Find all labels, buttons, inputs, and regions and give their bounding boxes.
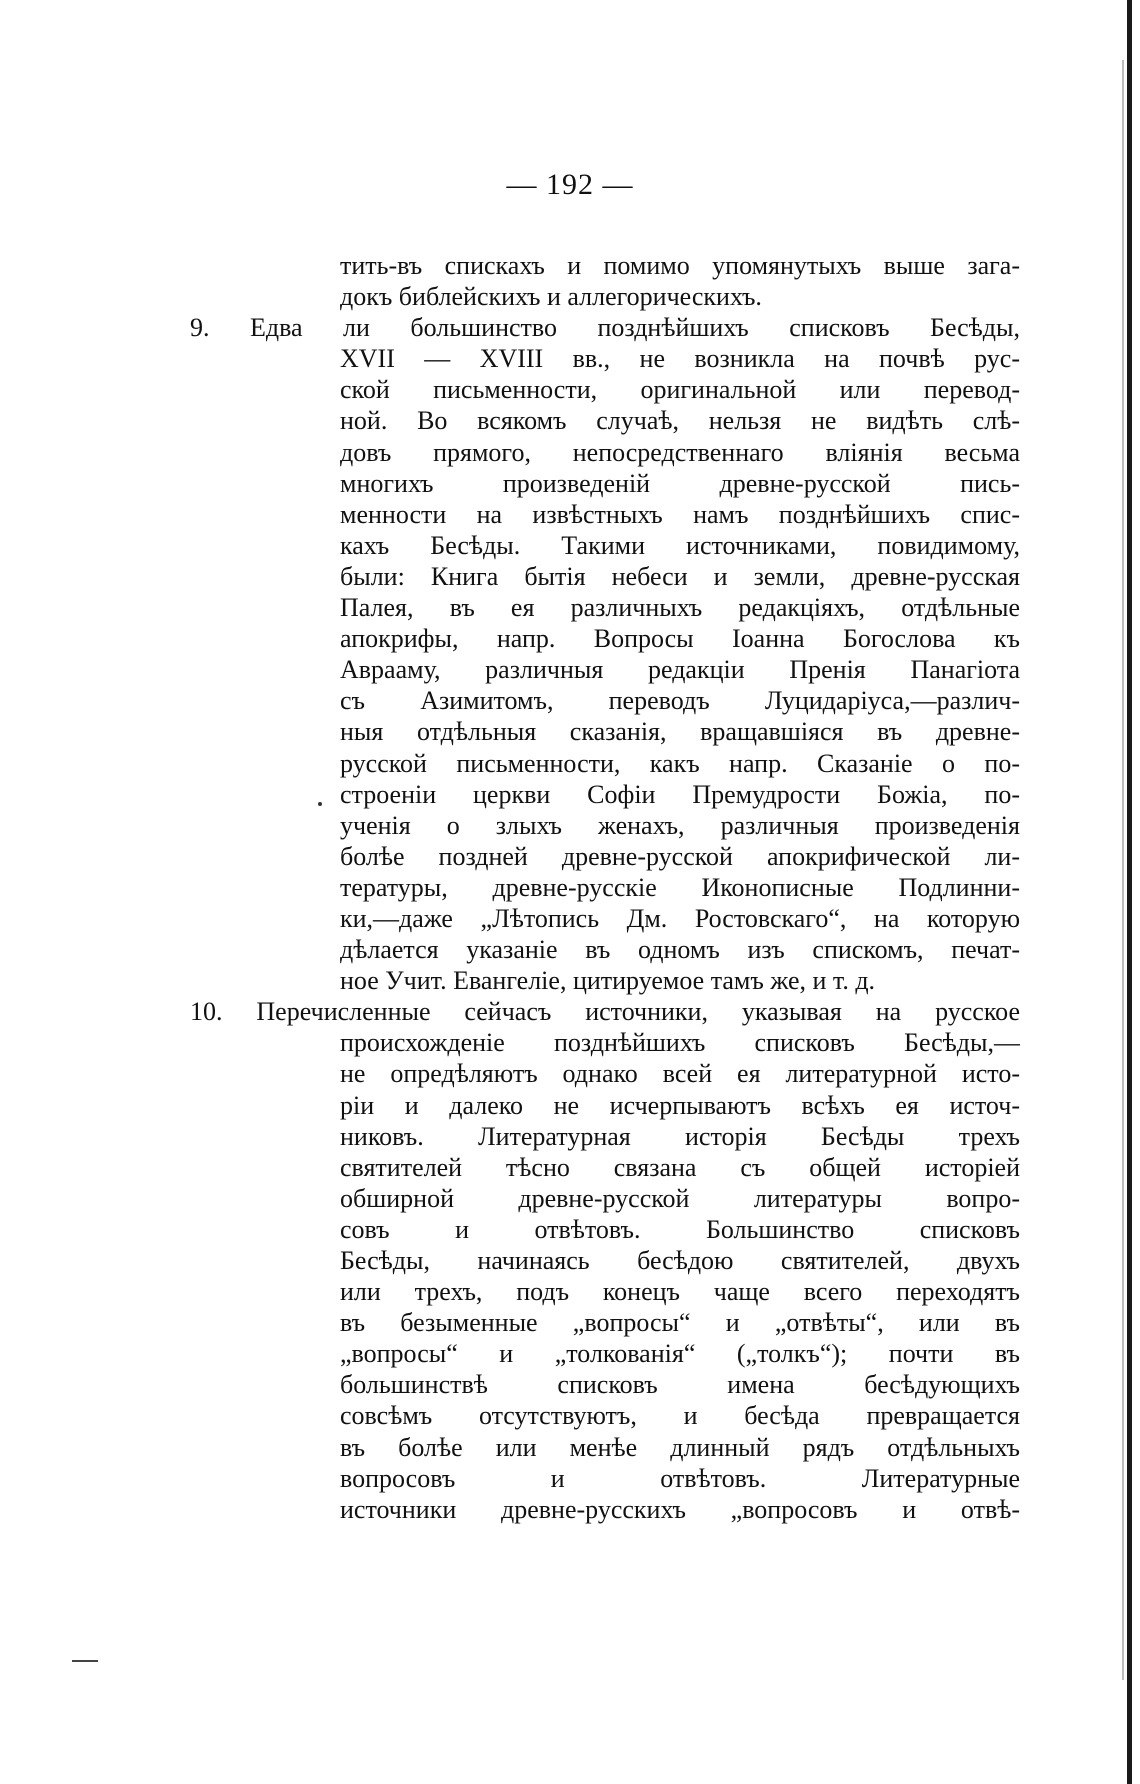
text-line: Аврааму, различныя редакціи Пренія Панагіота [340, 655, 1020, 685]
text-line: совъ и отвѣтовъ. Большинство списковъ [340, 1214, 1020, 1244]
margin-mark [318, 802, 322, 806]
text-line: Бесѣды, начинаясь бесѣдою святителей, двухъ [340, 1246, 1020, 1275]
text-line: тературы, древне-русскіе Иконописные Подлинни- [340, 872, 1020, 902]
text-line: ки,—даже „Лѣтопись Дм. Ростовскаго“, на которую [340, 903, 1020, 933]
text-line: святителей тѣсно связана съ общей исторіей [340, 1152, 1020, 1182]
body-text [190, 250, 1020, 1525]
text-line: апокрифы, напр. Вопросы Іоанна Богослова къ [340, 624, 1020, 654]
text-line: „вопросы“ и „толкованія“ („толкъ“); почти въ [340, 1339, 1020, 1369]
text-line: были: Книга бытія небеси и земли, древне-русская [340, 561, 1020, 591]
text-line: ное Учит. Евангеліе, цитируемое тамъ же, и т. д. [340, 966, 876, 996]
text-line: менности на извѣстныхъ намъ позднѣйшихъ спис- [340, 499, 1020, 529]
text-line: въ безыменные „вопросы“ и „отвѣты“, или въ [340, 1308, 1020, 1338]
text-line: ской письменности, оригинальной или перевод- [340, 375, 1020, 405]
page-edge-rule [1127, 0, 1132, 1784]
text-line: происхожденіе позднѣйшихъ списковъ Бесѣды,— [340, 1028, 1020, 1058]
text-line: съ Азимитомъ, переводъ Луцидаріуса,—различ- [340, 686, 1020, 716]
text-line: не опредѣляютъ однако всей ея литературной исто- [340, 1059, 1020, 1089]
text-line: многихъ произведеній древне-русской пись- [340, 468, 1020, 498]
text-line: XVII — XVIII вв., не возникла на почвѣ рус- [340, 344, 1020, 374]
text-line: кахъ Бесѣды. Такими источниками, повидимому, [340, 530, 1020, 560]
text-line: ученія о злыхъ женахъ, различныя произведенія [340, 810, 1020, 840]
text-line: источники древне-русскихъ „вопросовъ и отвѣ- [340, 1494, 1020, 1524]
text-line: обширной древне-русской литературы вопро- [340, 1183, 1020, 1213]
text-line: въ болѣе или менѣе длинный рядъ отдѣльныхъ [340, 1432, 1020, 1462]
text-line: вопросовъ и отвѣтовъ. Литературные [340, 1463, 1020, 1493]
text-line: ныя отдѣльныя сказанія, вращавшіяся въ древне- [340, 717, 1020, 747]
text-line: болѣе поздней древне-русской апокрифической ли- [340, 841, 1020, 871]
text-line: тить-въ спискахъ и помимо упомянутыхъ выше зага- [340, 251, 1020, 280]
text-line: строеніи церкви Софіи Премудрости Божіа, по- [340, 779, 1020, 809]
text-line: довъ прямого, непосредственнаго вліянія весьма [340, 437, 1020, 467]
text-line: или трехъ, подъ конецъ чаще всего переходятъ [340, 1277, 1020, 1307]
text-line: никовъ. Литературная исторія Бесѣды трехъ [340, 1121, 1020, 1151]
text-line-numbered: 10. Перечисленные сейчасъ источники, указывая на русское [190, 997, 1020, 1027]
text-line: русской письменности, какъ напр. Сказаніе о по- [340, 748, 1020, 778]
text-line: ріи и далеко не исчерпываютъ всѣхъ ея источ- [340, 1090, 1020, 1120]
bottom-margin-dash [72, 1660, 98, 1662]
text-line: ной. Во всякомъ случаѣ, нельзя не видѣть слѣ- [340, 406, 1020, 436]
page-edge-shadow [1122, 60, 1124, 1680]
text-line: дѣлается указаніе въ одномъ изъ спискомъ, печат- [340, 935, 1020, 965]
text-line: докъ библейскихъ и аллегорическихъ. [340, 282, 762, 312]
text-line: большинствѣ списковъ имена бесѣдующихъ [340, 1370, 1020, 1400]
text-line: совсѣмъ отсутствуютъ, и бесѣда превращается [340, 1401, 1020, 1431]
page-number: — 192 — [506, 168, 634, 201]
text-line: Палея, въ ея различныхъ редакціяхъ, отдѣльные [340, 593, 1020, 623]
text-line-numbered: 9. Едва ли большинство позднѣйшихъ списковъ Бесѣды, [190, 313, 1020, 343]
